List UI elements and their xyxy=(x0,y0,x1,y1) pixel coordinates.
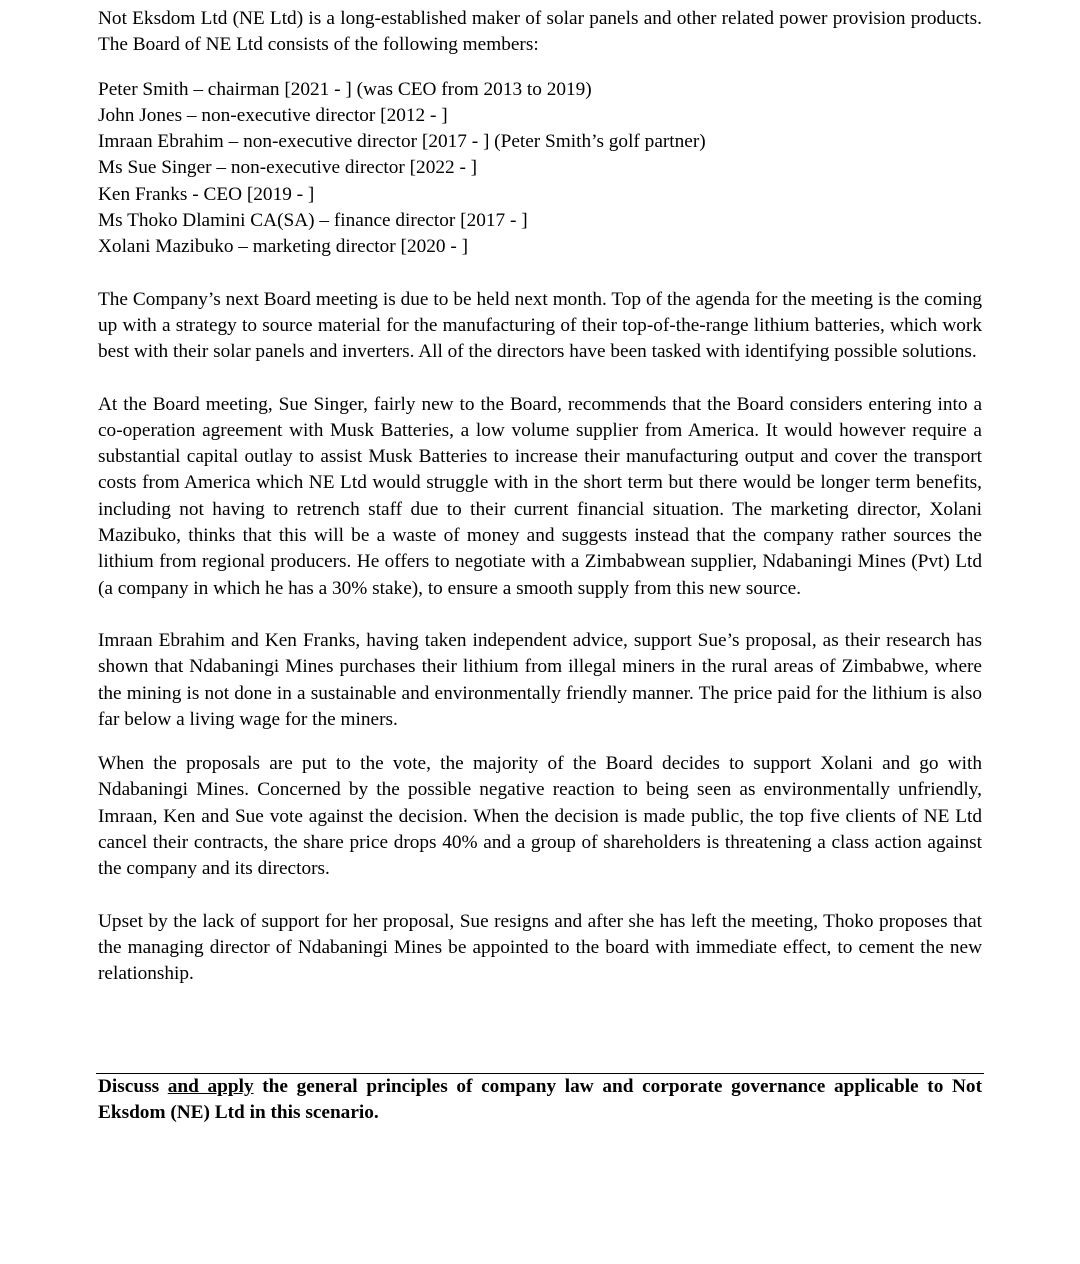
question-prompt xyxy=(98,1074,982,1127)
paragraph-independent-advice: Imraan Ebrahim and Ken Franks, having taken independent advice, support Sue’s proposal, as their research has shown that Ndabaningi Mines purchases their lithium from illegal miners in the rural areas of Zimbabwe, where the mining is not done in a sustainable and environmentally friendly manner. The price paid for the lithium is also far below a living wage for the miners. xyxy=(98,629,982,730)
board-member: Ms Thoko Dlamini CA(SA) – finance director [2017 - ] xyxy=(98,210,528,232)
paragraph-sue-proposal: At the Board meeting, Sue Singer, fairly new to the Board, recommends that the Board considers entering into a co-operation agreement with Musk Batteries, a low volume supplier from America. It would however require a substantial capital outlay to assist Musk Batteries to increase their manufacturing output and cover the transport costs from America which NE Ltd would struggle with in the short term but there would be longer term benefits, including not having to retrench staff due to their current financial situation. The marketing director, Xolani Mazibuko, thinks that this will be a waste of money and suggests instead that the company rather sources the lithium from regional producers. He offers to negotiate with a Zimbabwean supplier, Ndabaningi Mines (Pvt) Ltd (a company in which he has a 30% stake), to ensure a smooth supply from this new source. xyxy=(98,393,982,599)
intro-paragraph: Not Eksdom Ltd (NE Ltd) is a long-established maker of solar panels and other related power provision products. The Board of NE Ltd consists of the following members: xyxy=(98,8,982,56)
paragraph-vote-outcome: When the proposals are put to the vote, the majority of the Board decides to support Xolani and go with Ndabaningi Mines. Concerned by the possible negative reaction to being seen as environmentally unfriendly, Imraan, Ken and Sue vote against the decision. When the decision is made public, the top five clients of NE Ltd cancel their contracts, the share price drops 40% and a group of shareholders is threatening a class action against the company and its directors. xyxy=(98,753,982,880)
board-member: Xolani Mazibuko – marketing director [2020 - ] xyxy=(98,236,468,258)
document-body xyxy=(98,6,982,988)
board-member: John Jones – non-executive director [2012 - ] xyxy=(98,104,448,126)
board-member: Peter Smith – chairman [2021 - ] (was CEO from 2013 to 2019) xyxy=(98,78,592,100)
board-members-list xyxy=(98,77,982,261)
board-member: Ken Franks - CEO [2019 - ] xyxy=(98,183,315,205)
paragraph-board-meeting-agenda: The Company’s next Board meeting is due to be held next month. Top of the agenda for the meeting is the coming up with a strategy to source material for the manufacturing of their top-of-the-range lithium batteries, which work best with their solar panels and inverters. All of the directors have been tasked with identifying possible solutions. xyxy=(98,288,982,363)
board-member: Ms Sue Singer – non-executive director [2022 - ] xyxy=(98,157,478,179)
board-member: Imraan Ebrahim – non-executive director [2017 - ] (Peter Smith’s golf partner) xyxy=(98,131,706,153)
question-suffix: the general principles of company law and corporate governance applicable to Not Eksdom (NE) Ltd in this scenario. xyxy=(98,1076,982,1124)
question-underlined: and apply xyxy=(167,1076,254,1097)
paragraph-sue-resigns: Upset by the lack of support for her proposal, Sue resigns and after she has left the meeting, Thoko proposes that the managing director of Ndabaningi Mines be appointed to the board with immediate effect, to cement the new relationship. xyxy=(98,910,982,985)
question-prefix: Discuss xyxy=(98,1076,168,1097)
